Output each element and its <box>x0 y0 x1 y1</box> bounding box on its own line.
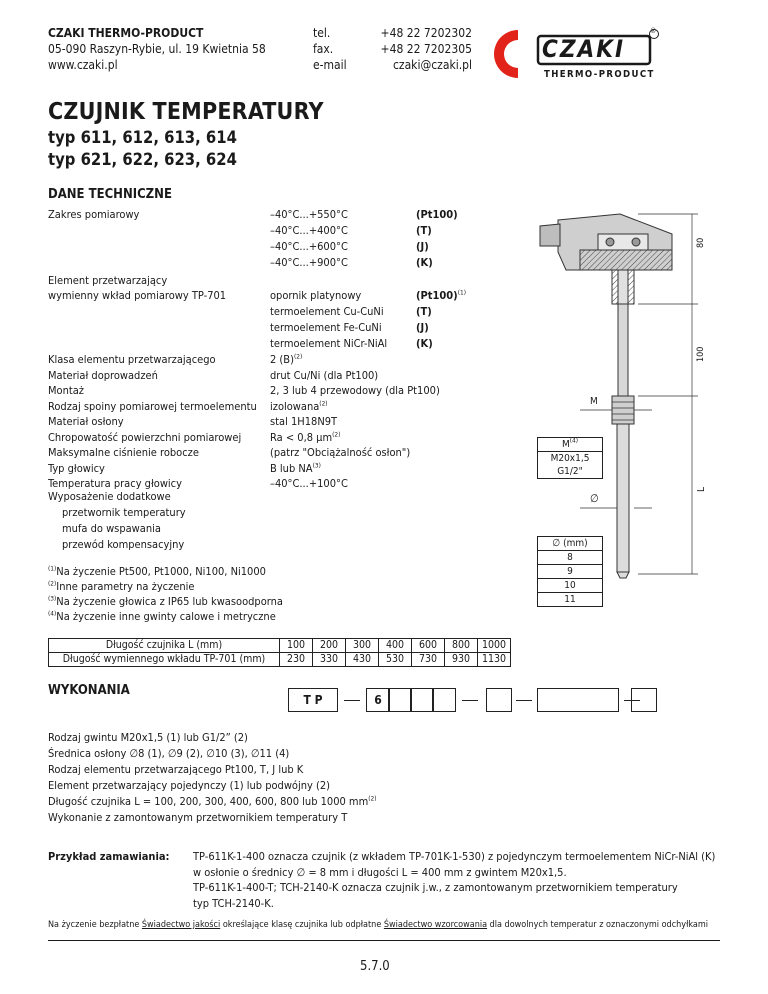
email-label: e-mail <box>313 58 347 72</box>
footnote-mark: (2) <box>368 794 377 803</box>
tech-label: Materiał osłony <box>48 415 124 428</box>
row2-label: Długość wymiennego wkładu TP-701 (mm) <box>49 653 280 667</box>
element-value: opornik platynowy <box>270 289 362 302</box>
table-cell: 100 <box>280 639 313 653</box>
element-label-1: Element przetwarzający <box>48 274 168 287</box>
footnote-mark: (1) <box>48 564 57 573</box>
footnote-text: Na życzenie głowica z IP65 lub kwasoodporna <box>56 595 283 608</box>
tech-label: Chropowatość powierzchni pomiarowej <box>48 430 242 444</box>
order-line-text: Długość czujnika L = 100, 200, 300, 400, 600, 800 lub 1000 mm <box>48 795 369 808</box>
example-line: w osłonie o średnicy ∅ = 8 mm i długości L = 400 mm z gwintem M20x1,5. <box>193 865 567 879</box>
range-label: Zakres pomiarowy <box>48 208 140 221</box>
tech-value <box>270 383 440 399</box>
range-value: –40°C...+600°C <box>270 240 348 253</box>
divider <box>48 940 720 941</box>
order-line <box>48 778 330 794</box>
calibration-certificate-link[interactable]: Świadectwo wzorcowania <box>383 920 488 930</box>
order-line <box>48 794 377 810</box>
code-box-2 <box>388 688 412 712</box>
footnote-mark: (3) <box>48 594 57 603</box>
tech-heading: DANE TECHNICZNE <box>48 187 172 202</box>
element-label-2: wymienny wkład pomiarowy TP-701 <box>48 289 227 302</box>
tech-value <box>270 476 348 492</box>
footnote-mark: (1) <box>457 288 466 297</box>
tech-label: Temperatura pracy głowicy <box>48 477 182 490</box>
footnote-mark: (2) <box>332 429 341 438</box>
thread-title-text: M <box>561 439 570 450</box>
order-line-text: Element przetwarzający pojedynczy (1) lub podwójny (2) <box>48 779 331 792</box>
code-dash <box>516 700 532 701</box>
tech-value <box>270 414 337 430</box>
footnote-text: Inne parametry na życzenie <box>56 580 195 593</box>
table-cell: 400 <box>379 639 412 653</box>
code-dash <box>344 700 360 701</box>
order-line-text: Rodzaj gwintu M20x1,5 (1) lub G1/2” (2) <box>48 731 248 744</box>
table-cell: 930 <box>445 653 478 667</box>
thread-table-title <box>538 438 602 452</box>
tech-value-text: izolowana <box>270 399 320 413</box>
range-value: –40°C...+550°C <box>270 208 348 221</box>
tech-value <box>270 461 321 477</box>
wykonania-heading: WYKONANIA <box>48 683 130 698</box>
diameter-value: 9 <box>538 565 602 579</box>
code-box-4 <box>432 688 456 712</box>
company-name: CZAKI THERMO-PRODUCT <box>48 26 204 40</box>
tel-value: +48 22 7202302 <box>380 26 472 40</box>
note-text: dla dowolnych temperatur z oznaczonymi odchyłkami <box>489 920 709 930</box>
extras-item: przetwornik temperatury <box>62 506 186 519</box>
row1-label: Długość czujnika L (mm) <box>49 639 280 653</box>
element-type-text: (K) <box>416 337 433 350</box>
order-line <box>48 730 248 746</box>
order-line-text: Średnica osłony ∅8 (1), ∅9 (2), ∅10 (3), ∅11 (4) <box>48 747 290 760</box>
order-line-text: Wykonanie z zamontowanym przetwornikiem temperatury T <box>48 811 348 824</box>
code-box-length <box>537 688 619 712</box>
footnote <box>48 579 195 595</box>
example-line: TP-611K-1-400-T; TCH-2140-K oznacza czujnik j.w., z zamontowanym przetwornikiem temperatury <box>193 881 678 894</box>
footnote-mark: (2) <box>293 352 303 361</box>
example-line: TP-611K-1-400 oznacza czujnik (z wkładem TP-701K-1-530) z pojedynczym termoelementem NiCr-NiAl (K) <box>193 850 716 863</box>
note-text: Na życzenie bezpłatne <box>48 920 140 930</box>
footnote-mark: (2) <box>319 398 328 407</box>
diameter-title: ∅ (mm) <box>538 537 602 551</box>
tech-value-text: Ra < 0,8 μm <box>270 430 333 444</box>
footnote <box>48 564 266 580</box>
length-table <box>48 638 511 667</box>
logo-text: CZAKI <box>542 35 625 63</box>
range-value: –40°C...+900°C <box>270 256 348 269</box>
bottom-note <box>48 920 708 930</box>
tech-value <box>270 368 378 384</box>
table-row <box>49 653 511 667</box>
dim-80-label: 80 <box>696 237 706 248</box>
range-type: (T) <box>416 224 432 237</box>
table-cell: 1000 <box>478 639 511 653</box>
table-cell: 530 <box>379 653 412 667</box>
code-box-3 <box>410 688 434 712</box>
tech-value-text: B lub NA <box>270 461 313 475</box>
tel-label: tel. <box>313 26 331 40</box>
tech-value-text: 2 (B) <box>270 353 294 366</box>
diameter-value: 8 <box>538 551 602 565</box>
table-cell: 230 <box>280 653 313 667</box>
footnote-text: Na życzenie inne gwinty calowe i metryczne <box>56 610 276 623</box>
range-type: (J) <box>416 240 429 253</box>
element-type <box>416 320 429 336</box>
tech-value-text: –40°C...+100°C <box>270 477 348 490</box>
element-type <box>416 304 432 320</box>
table-cell: 730 <box>412 653 445 667</box>
logo-registered: ® <box>650 27 657 35</box>
code-tp-box: T P <box>288 688 338 712</box>
thread-M-label: M <box>590 396 598 407</box>
thread-title-sup: (4) <box>569 436 579 445</box>
element-type-text: (J) <box>416 321 429 334</box>
footnote <box>48 609 276 625</box>
tech-value <box>270 399 328 415</box>
table-cell: 200 <box>313 639 346 653</box>
element-type <box>416 288 466 304</box>
footnote-mark: (3) <box>312 460 321 469</box>
thread-table <box>537 437 603 479</box>
footnote-mark: (4) <box>48 609 57 618</box>
table-cell: 300 <box>346 639 379 653</box>
quality-certificate-link[interactable]: Świadectwo jakości <box>141 920 221 930</box>
tech-value-text: 2, 3 lub 4 przewodowy (dla Pt100) <box>270 384 440 397</box>
czaki-logo <box>488 24 663 86</box>
email-value[interactable]: czaki@czaki.pl <box>392 58 472 72</box>
tech-value <box>270 352 302 368</box>
table-cell: 430 <box>346 653 379 667</box>
element-type-text: (Pt100) <box>416 289 458 302</box>
tech-label: Typ głowicy <box>48 461 105 475</box>
order-line <box>48 762 303 778</box>
element-value: termoelement Fe-CuNi <box>270 321 382 334</box>
fax-label: fax. <box>313 42 334 56</box>
tech-label: Klasa elementu przetwarzającego <box>48 353 216 366</box>
company-address: 05-090 Raszyn-Rybie, ul. 19 Kwietnia 58 <box>48 42 266 56</box>
extras-item: przewód kompensacyjny <box>62 538 185 551</box>
element-value: termoelement Cu-CuNi <box>270 305 384 318</box>
code-box-t <box>631 688 657 712</box>
subtitle-1: typ 611, 612, 613, 614 <box>48 128 237 147</box>
order-line-text: Rodzaj elementu przetwarzającego Pt100, T, J lub K <box>48 763 304 776</box>
diameter-value: 11 <box>564 594 576 605</box>
diameter-table <box>537 536 603 607</box>
diameter-value: 10 <box>538 579 602 593</box>
footnote-text: Na życzenie Pt500, Pt1000, Ni100, Ni1000 <box>56 565 266 578</box>
table-cell: 800 <box>445 639 478 653</box>
example-line: typ TCH-2140-K. <box>193 896 274 910</box>
tech-value <box>270 445 410 461</box>
company-website[interactable]: www.czaki.pl <box>48 58 118 72</box>
example-label: Przykład zamawiania: <box>48 850 170 863</box>
tech-value <box>270 430 340 446</box>
thread-value: M20x1,5 <box>550 453 590 464</box>
tech-label: Materiał doprowadzeń <box>48 368 158 382</box>
extras-label: Wyposażenie dodatkowe <box>48 490 171 503</box>
note-text: określające klasę czujnika lub odpłatne <box>222 920 382 930</box>
footnote-mark: (2) <box>48 579 57 588</box>
dim-L-label: L <box>696 486 707 492</box>
fax-value: +48 22 7202305 <box>380 42 472 56</box>
thread-value: G1/2" <box>557 466 583 477</box>
range-type: (K) <box>416 256 433 269</box>
subtitle-2: typ 621, 622, 623, 624 <box>48 150 237 169</box>
tech-value-text: stal 1H18N9T <box>270 415 338 428</box>
table-cell: 330 <box>313 653 346 667</box>
element-type-text: (T) <box>416 305 432 318</box>
code-box-5 <box>486 688 512 712</box>
diameter-label: ∅ <box>590 492 599 505</box>
tech-label: Rodzaj spoiny pomiarowej termoelementu <box>48 399 257 413</box>
logo-subtext: THERMO-PRODUCT <box>544 69 655 80</box>
tech-value-text: drut Cu/Ni (dla Pt100) <box>270 368 379 382</box>
element-type <box>416 336 433 352</box>
order-line <box>48 810 347 826</box>
code-dash <box>462 700 478 701</box>
order-line <box>48 746 289 762</box>
tech-label: Maksymalne ciśnienie robocze <box>48 446 199 459</box>
table-cell: 600 <box>412 639 445 653</box>
footnote <box>48 594 283 610</box>
code-six-box: 6 <box>366 688 390 712</box>
range-value: –40°C...+400°C <box>270 224 348 237</box>
dim-100-label: 100 <box>696 346 706 362</box>
tech-label: Montaż <box>48 384 85 397</box>
range-type: (Pt100) <box>416 208 458 221</box>
page-title: CZUJNIK TEMPERATURY <box>48 99 324 125</box>
extras-item: mufa do wspawania <box>62 522 161 535</box>
page-number: 5.7.0 <box>360 959 390 974</box>
element-value: termoelement NiCr-NiAl <box>270 337 388 350</box>
table-row <box>49 639 511 653</box>
table-cell: 1130 <box>478 653 511 667</box>
tech-value-text: (patrz "Obciążalność osłon") <box>270 446 411 459</box>
